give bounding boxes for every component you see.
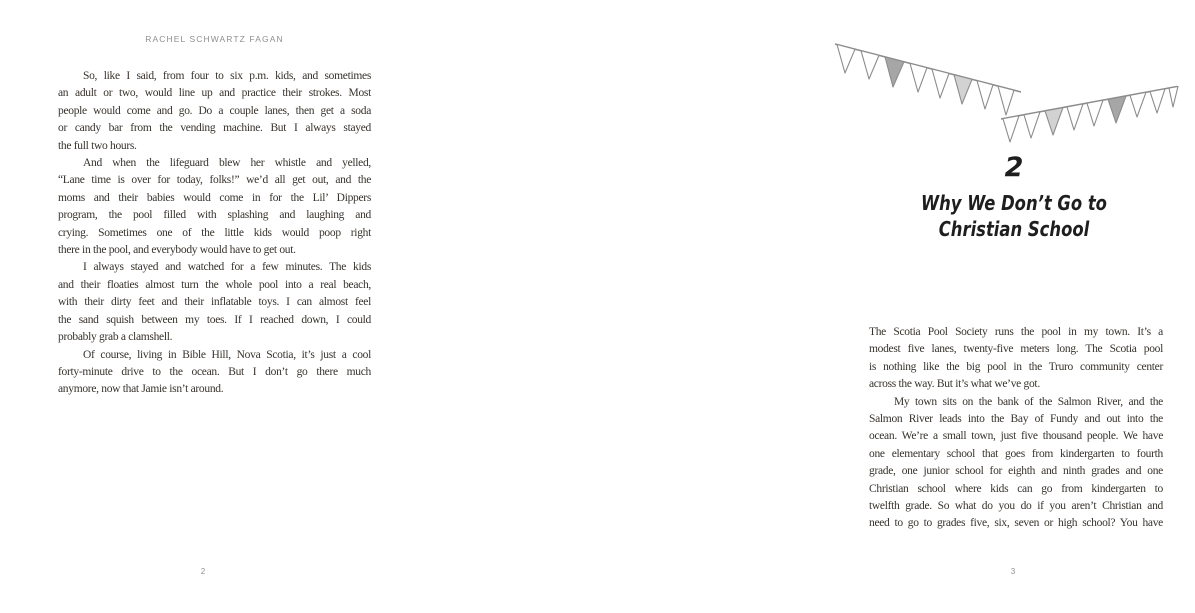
text-line: And when the lifeguard blew her whistle and yelled, [83, 157, 371, 170]
text-line: I always stayed and watched for a few minutes. The kids [83, 261, 371, 274]
text-line: Salmon River leads into the Bay of Fundy and out into the [869, 413, 1163, 426]
chapter-title-line-2: Christian School [938, 217, 1090, 241]
text-line: and their floaties almost turn the whole pool into a real beach, [58, 278, 371, 291]
text-line: one elementary school that goes from kindergarten to fourth [869, 447, 1163, 460]
bunting-banner-icon [825, 28, 1195, 148]
text-line: modest five lanes, twenty-five meters long. The Scotia pool [869, 343, 1163, 356]
text-line: The Scotia Pool Society runs the pool in my town. It’s a [869, 326, 1163, 338]
text-line: crying. Sometimes one of the little kids would poop right [58, 226, 371, 239]
running-head: RACHEL SCHWARTZ FAGAN [145, 34, 284, 44]
left-page [0, 0, 405, 613]
text-line: ocean. We’re a small town, just five thousand people. We have [869, 430, 1163, 443]
right-page [405, 0, 1163, 613]
text-line: the sand squish between my toes. If I reached down, I could [58, 313, 371, 326]
chapter-title-line-1: Why We Don’t Go to [921, 191, 1107, 215]
text-line: Christian school where kids can go from kindergarten to [869, 482, 1163, 495]
text-line: So, like I said, from four to six p.m. kids, and sometimes [83, 70, 371, 82]
text-line: program, the pool filled with splashing and laughing and [58, 209, 371, 222]
text-line: anymore, now that Jamie isn’t around. [58, 383, 224, 396]
text-line: twelfth grade. So what do you do if you aren’t Christian and [869, 500, 1163, 513]
text-line: an adult or two, would line up and practice their strokes. Most [58, 87, 371, 100]
text-line: the full two hours. [58, 139, 137, 152]
text-line: Of course, living in Bible Hill, Nova Scotia, it’s just a cool [83, 348, 371, 361]
text-line: across the way. But it’s what we’ve got. [869, 378, 1040, 391]
left-page-body-text [58, 68, 371, 399]
page-number-right: 3 [1010, 567, 1016, 576]
text-line: with their dirty feet and their inflatable toys. I can almost feel [58, 296, 371, 309]
text-line: My town sits on the bank of the Salmon River, and the [894, 395, 1163, 408]
bunting-right-string [1001, 86, 1178, 142]
chapter-number: 2 [1004, 152, 1024, 183]
text-line: probably grab a clamshell. [58, 331, 173, 344]
text-line: need to go to grades five, six, seven or high school? You have [869, 517, 1163, 530]
chapter-title [863, 190, 1165, 242]
text-line: is nothing like the big pool in the Truro community center [869, 360, 1163, 373]
text-line: people would come and go. Do a couple lanes, then get a soda [58, 104, 371, 117]
text-line: grade, one junior school for eighth and ninth grades and one [869, 465, 1163, 478]
page-number-left: 2 [200, 567, 206, 576]
text-line: there in the pool, and everybody would have to get out. [58, 244, 296, 257]
text-line: forty-minute drive to the ocean. But I don’t go there much [58, 365, 371, 378]
text-line: or candy bar from the vending machine. But I always stayed [58, 122, 371, 135]
text-line: moms and their babies would come in for the Lil’ Dippers [58, 191, 371, 204]
bunting-left-string [835, 44, 1021, 115]
text-line: “Lane time is over for today, folks!” we’d all get out, and the [58, 174, 371, 187]
right-page-body-text [869, 324, 1163, 533]
